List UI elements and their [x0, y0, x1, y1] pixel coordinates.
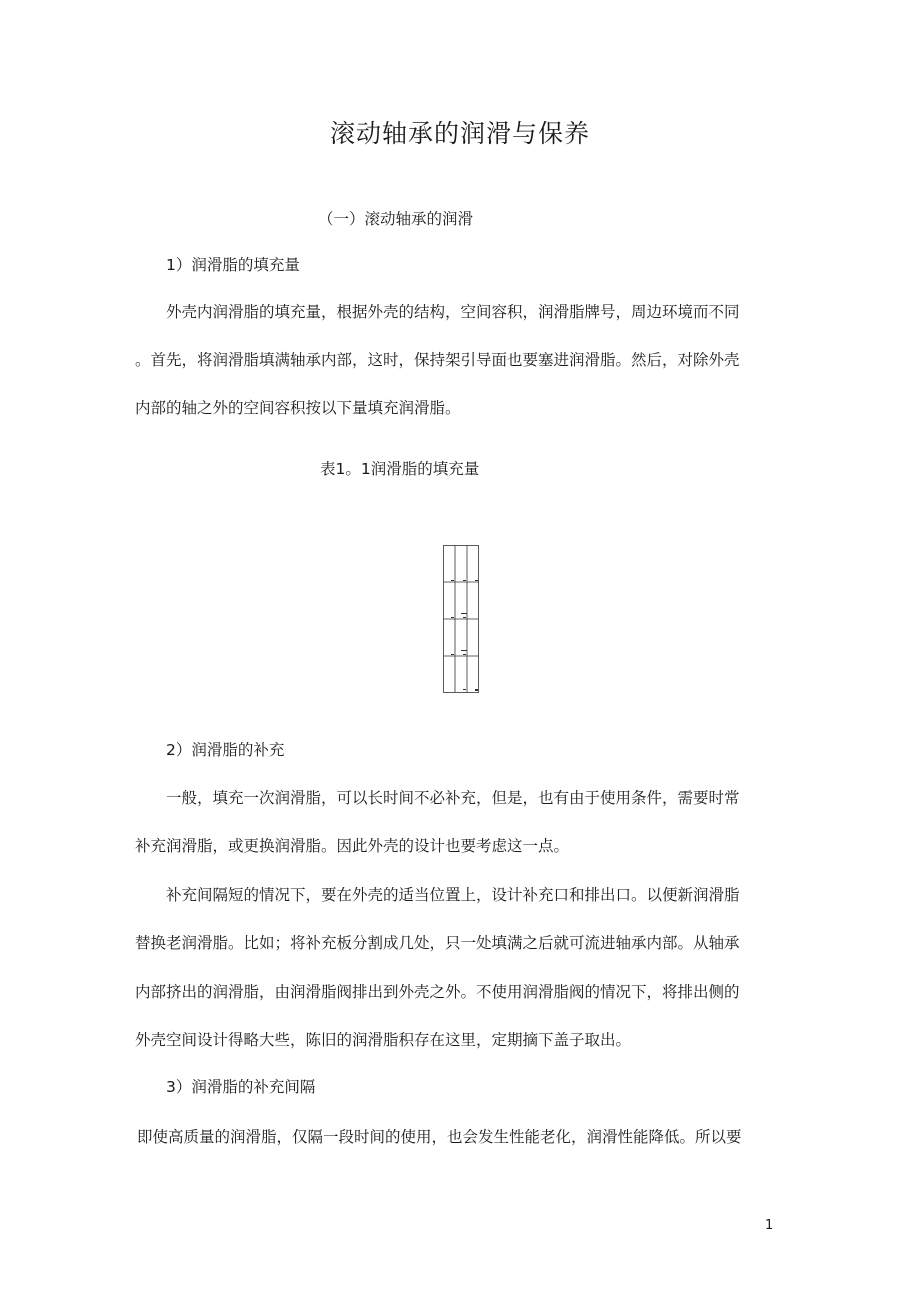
paragraph-line: 外壳空间设计得略大些，陈旧的润滑脂积存在这里，定期摘下盖子取出。: [135, 1031, 632, 1049]
paragraph-line: 即使高质量的润滑脂，仅隔一段时间的使用，也会发生性能老化，润滑性能降低。所以要: [137, 1128, 742, 1146]
paragraph-line: 内部的轴之外的空间容积按以下量填充润滑脂。: [135, 399, 461, 417]
item-heading-3: 3）润滑脂的补充间隔: [166, 1078, 316, 1096]
paragraph-line: 外壳内润滑脂的填充量，根据外壳的结构，空间容积，润滑脂牌号，周边环境而不同: [166, 303, 740, 321]
paragraph-line: 。首先，将润滑脂填满轴承内部，这时，保持架引导面也要塞进润滑脂。然后，对除外壳: [135, 351, 740, 369]
page-title: 滚动轴承的润滑与保养: [329, 119, 590, 148]
item-heading-2: 2）润滑脂的补充: [166, 741, 285, 759]
paragraph-line: 补充润滑脂，或更换润滑脂。因此外壳的设计也要考虑这一点。: [135, 837, 570, 855]
item-heading-1: 1）润滑脂的填充量: [166, 256, 300, 274]
paragraph-line: 补充间隔短的情况下，要在外壳的适当位置上，设计补充口和排出口。以便新润滑脂: [166, 886, 740, 904]
table-caption: 表1。1润滑脂的填充量: [320, 460, 480, 478]
paragraph-line: 替换老润滑脂。比如；将补充板分割成几处，只一处填满之后就可流进轴承内部。从轴承: [135, 934, 740, 952]
paragraph-line: 一般，填充一次润滑脂，可以长时间不必补充，但是，也有由于使用条件，需要时常: [166, 789, 740, 807]
grease-fill-table: [443, 545, 479, 693]
paragraph-line: 内部挤出的润滑脂，由润滑脂阀排出到外壳之外。不使用润滑脂阀的情况下，将排出侧的: [135, 983, 740, 1001]
page-number: 1: [765, 1218, 774, 1233]
section-heading: （一）滚动轴承的润滑: [318, 210, 474, 228]
